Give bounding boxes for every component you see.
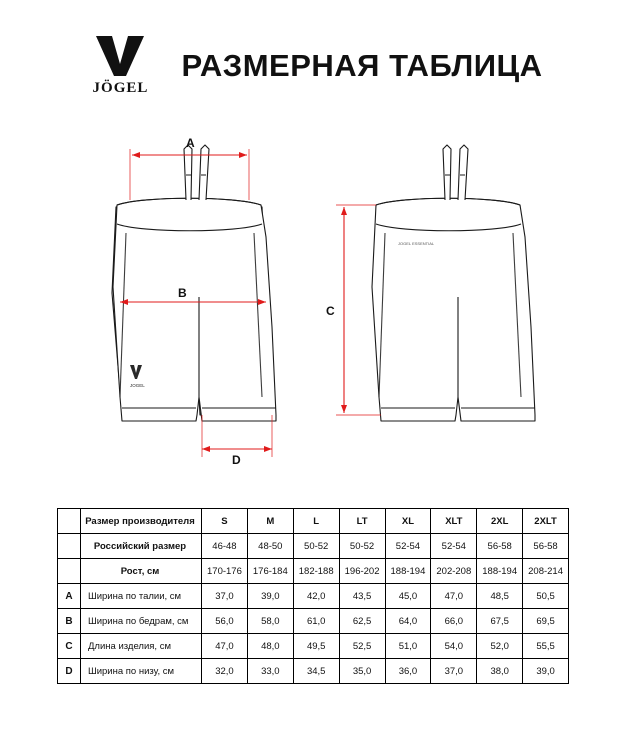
size-table xyxy=(57,508,569,684)
cell: 52-54 xyxy=(385,534,431,559)
cell: 56-58 xyxy=(477,534,523,559)
table-row-c xyxy=(58,634,569,659)
cell: 52,0 xyxy=(477,634,523,659)
row-label xyxy=(58,559,81,584)
cell: L xyxy=(293,509,339,534)
cell: 38,0 xyxy=(477,659,523,684)
cell: 62,5 xyxy=(339,609,385,634)
cell: 46-48 xyxy=(202,534,248,559)
cell: 39,0 xyxy=(523,659,569,684)
cell: 36,0 xyxy=(385,659,431,684)
table-row-b xyxy=(58,609,569,634)
cell: XL xyxy=(385,509,431,534)
row-name: Российский размер xyxy=(81,534,202,559)
size-table-body xyxy=(58,509,569,684)
cell: XLT xyxy=(431,509,477,534)
cell: 176-184 xyxy=(247,559,293,584)
cell: 69,5 xyxy=(523,609,569,634)
cell: 43,5 xyxy=(339,584,385,609)
cell: 35,0 xyxy=(339,659,385,684)
page-title: РАЗМЕРНАЯ ТАБЛИЦА xyxy=(181,47,543,83)
cell: 54,0 xyxy=(431,634,477,659)
row-label: C xyxy=(58,634,81,659)
svg-text:JOGEL ESSENTIAL: JOGEL ESSENTIAL xyxy=(398,241,435,246)
cell: 51,0 xyxy=(385,634,431,659)
cell: 188-194 xyxy=(477,559,523,584)
row-name: Ширина по низу, см xyxy=(81,659,202,684)
cell: M xyxy=(247,509,293,534)
cell: 45,0 xyxy=(385,584,431,609)
cell: 67,5 xyxy=(477,609,523,634)
cell: 48,0 xyxy=(247,634,293,659)
cell: 33,0 xyxy=(247,659,293,684)
row-name: Ширина по талии, см xyxy=(81,584,202,609)
page-header xyxy=(0,0,624,97)
cell: 208-214 xyxy=(523,559,569,584)
cell: 196-202 xyxy=(339,559,385,584)
row-label: B xyxy=(58,609,81,634)
cell: 61,0 xyxy=(293,609,339,634)
row-name: Ширина по бедрам, см xyxy=(81,609,202,634)
shorts-diagrams xyxy=(0,97,624,497)
size-table-wrap xyxy=(57,508,569,684)
label-c: C xyxy=(326,304,335,318)
row-name: Рост, см xyxy=(81,559,202,584)
cell: 55,5 xyxy=(523,634,569,659)
cell: 50,5 xyxy=(523,584,569,609)
table-row-d xyxy=(58,659,569,684)
cell: S xyxy=(202,509,248,534)
row-label: A xyxy=(58,584,81,609)
table-row-a xyxy=(58,584,569,609)
cell: 48-50 xyxy=(247,534,293,559)
cell: 182-188 xyxy=(293,559,339,584)
cell: 2XL xyxy=(477,509,523,534)
cell: 66,0 xyxy=(431,609,477,634)
back-drawstrings xyxy=(443,145,468,200)
table-row-russian-size xyxy=(58,534,569,559)
cell: 49,5 xyxy=(293,634,339,659)
cell: 188-194 xyxy=(385,559,431,584)
label-b: B xyxy=(178,286,187,300)
cell: 42,0 xyxy=(293,584,339,609)
cell: 37,0 xyxy=(202,584,248,609)
cell: 56,0 xyxy=(202,609,248,634)
back-shorts-outline xyxy=(372,198,535,421)
cell: 50-52 xyxy=(293,534,339,559)
table-row-height xyxy=(58,559,569,584)
cell: 47,0 xyxy=(431,584,477,609)
cell: 56-58 xyxy=(523,534,569,559)
svg-text:JOGEL: JOGEL xyxy=(130,383,145,388)
cell: 47,0 xyxy=(202,634,248,659)
table-row-manufacturer-size xyxy=(58,509,569,534)
front-drawstrings xyxy=(184,145,209,200)
row-name: Длина изделия, см xyxy=(81,634,202,659)
jogel-mark-icon xyxy=(92,34,148,78)
diagram-svg xyxy=(0,97,624,497)
cell: 64,0 xyxy=(385,609,431,634)
label-a: A xyxy=(186,136,195,150)
row-label xyxy=(58,509,81,534)
row-name: Размер производителя xyxy=(81,509,202,534)
cell: 202-208 xyxy=(431,559,477,584)
cell: 37,0 xyxy=(431,659,477,684)
cell: 170-176 xyxy=(202,559,248,584)
cell: 50-52 xyxy=(339,534,385,559)
row-label: D xyxy=(58,659,81,684)
row-label xyxy=(58,534,81,559)
cell: 52-54 xyxy=(431,534,477,559)
cell: 48,5 xyxy=(477,584,523,609)
cell: 34,5 xyxy=(293,659,339,684)
label-d: D xyxy=(232,453,241,467)
back-label-tag xyxy=(398,241,435,246)
cell: 2XLT xyxy=(523,509,569,534)
brand-logo xyxy=(81,34,159,97)
cell: LT xyxy=(339,509,385,534)
cell: 39,0 xyxy=(247,584,293,609)
cell: 32,0 xyxy=(202,659,248,684)
brand-wordmark: JÖGEL xyxy=(92,80,149,96)
cell: 58,0 xyxy=(247,609,293,634)
cell: 52,5 xyxy=(339,634,385,659)
